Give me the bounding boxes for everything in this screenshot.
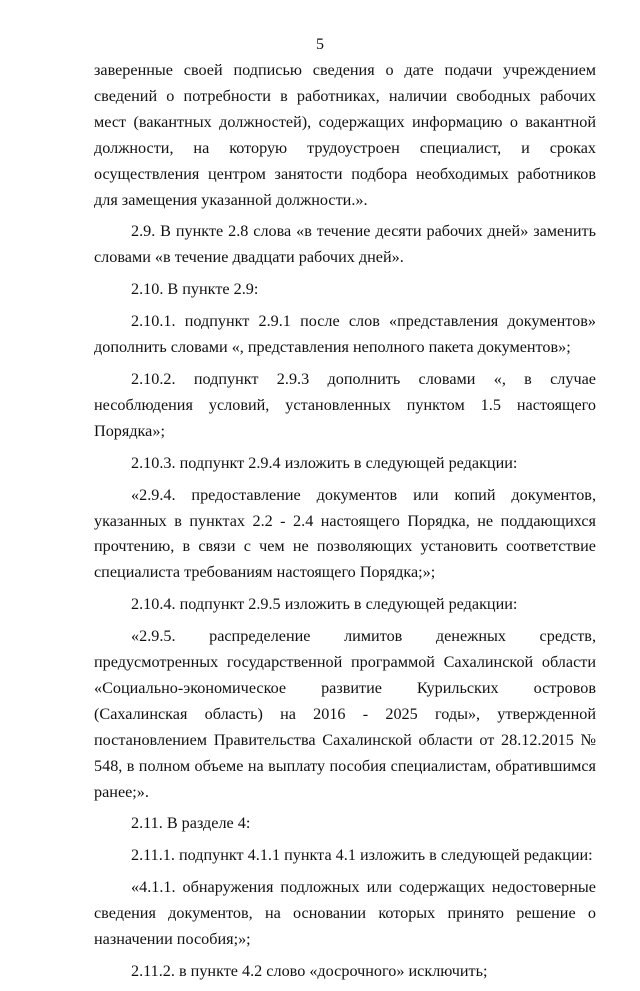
paragraph-2-9-5-quote: «2.9.5. распределение лимитов денежных средств, предусмотренных государственной программой Сахалинской области «Социально-экономическое развитие Курильских островов (Сахалинская область) на 2016 - 2025 годы», утвержденной постановлением Правительства Сахалинской области от 28.12.2015 № 548, в полном объеме на выплату пособия специалистам, обратившимся ранее;». [94, 627, 596, 801]
paragraph-2-11-2: 2.11.2. в пункте 4.2 слово «досрочного» исключить; [131, 962, 488, 980]
paragraph-2-10-1: 2.10.1. подпункт 2.9.1 после слов «представления документов» дополнить словами «, представления неполного пакета документов»; [94, 312, 596, 357]
paragraph-2-10: 2.10. В пункте 2.9: [131, 280, 259, 299]
paragraph-2-10-2: 2.10.2. подпункт 2.9.3 дополнить словами «, в случае несоблюдения условий, установленных пунктом 1.5 настоящего Порядка»; [94, 369, 596, 440]
paragraph-2-10-3: 2.10.3. подпункт 2.9.4 изложить в следующей редакции: [131, 453, 518, 472]
paragraph-2-10-4: 2.10.4. подпункт 2.9.5 изложить в следующей редакции: [131, 595, 518, 614]
document-body [94, 58, 596, 991]
paragraph-2-11-1: 2.11.1. подпункт 4.1.1 пункта 4.1 изложить в следующей редакции: [131, 846, 593, 865]
page-number: 5 [316, 36, 324, 53]
paragraph-continuation: заверенные своей подписью сведения о дате подачи учреждением сведений о потребности в работниках, наличии свободных рабочих мест (вакантных должностей), содержащих информацию о вакантной должности, на которую трудоустроен специалист, и сроках осуществления центром занятости подбора необходимых работников для замещения указанной должности.». [94, 61, 596, 209]
paragraph-2-9: 2.9. В пункте 2.8 слова «в течение десяти рабочих дней» заменить словами «в течение двадцати рабочих дней». [94, 222, 596, 267]
paragraph-4-1-1-quote: «4.1.1. обнаружения подложных или содержащих недостоверные сведения документов, на основании которых принято решение о назначении пособия;»; [94, 878, 596, 949]
paragraph-2-11: 2.11. В разделе 4: [131, 814, 251, 833]
paragraph-2-9-4-quote: «2.9.4. предоставление документов или копий документов, указанных в пунктах 2.2 - 2.4 настоящего Порядка, не поддающихся прочтению, в связи с чем не позволяющих установить соответствие специалиста требованиям настоящего Порядка;»; [94, 485, 596, 582]
